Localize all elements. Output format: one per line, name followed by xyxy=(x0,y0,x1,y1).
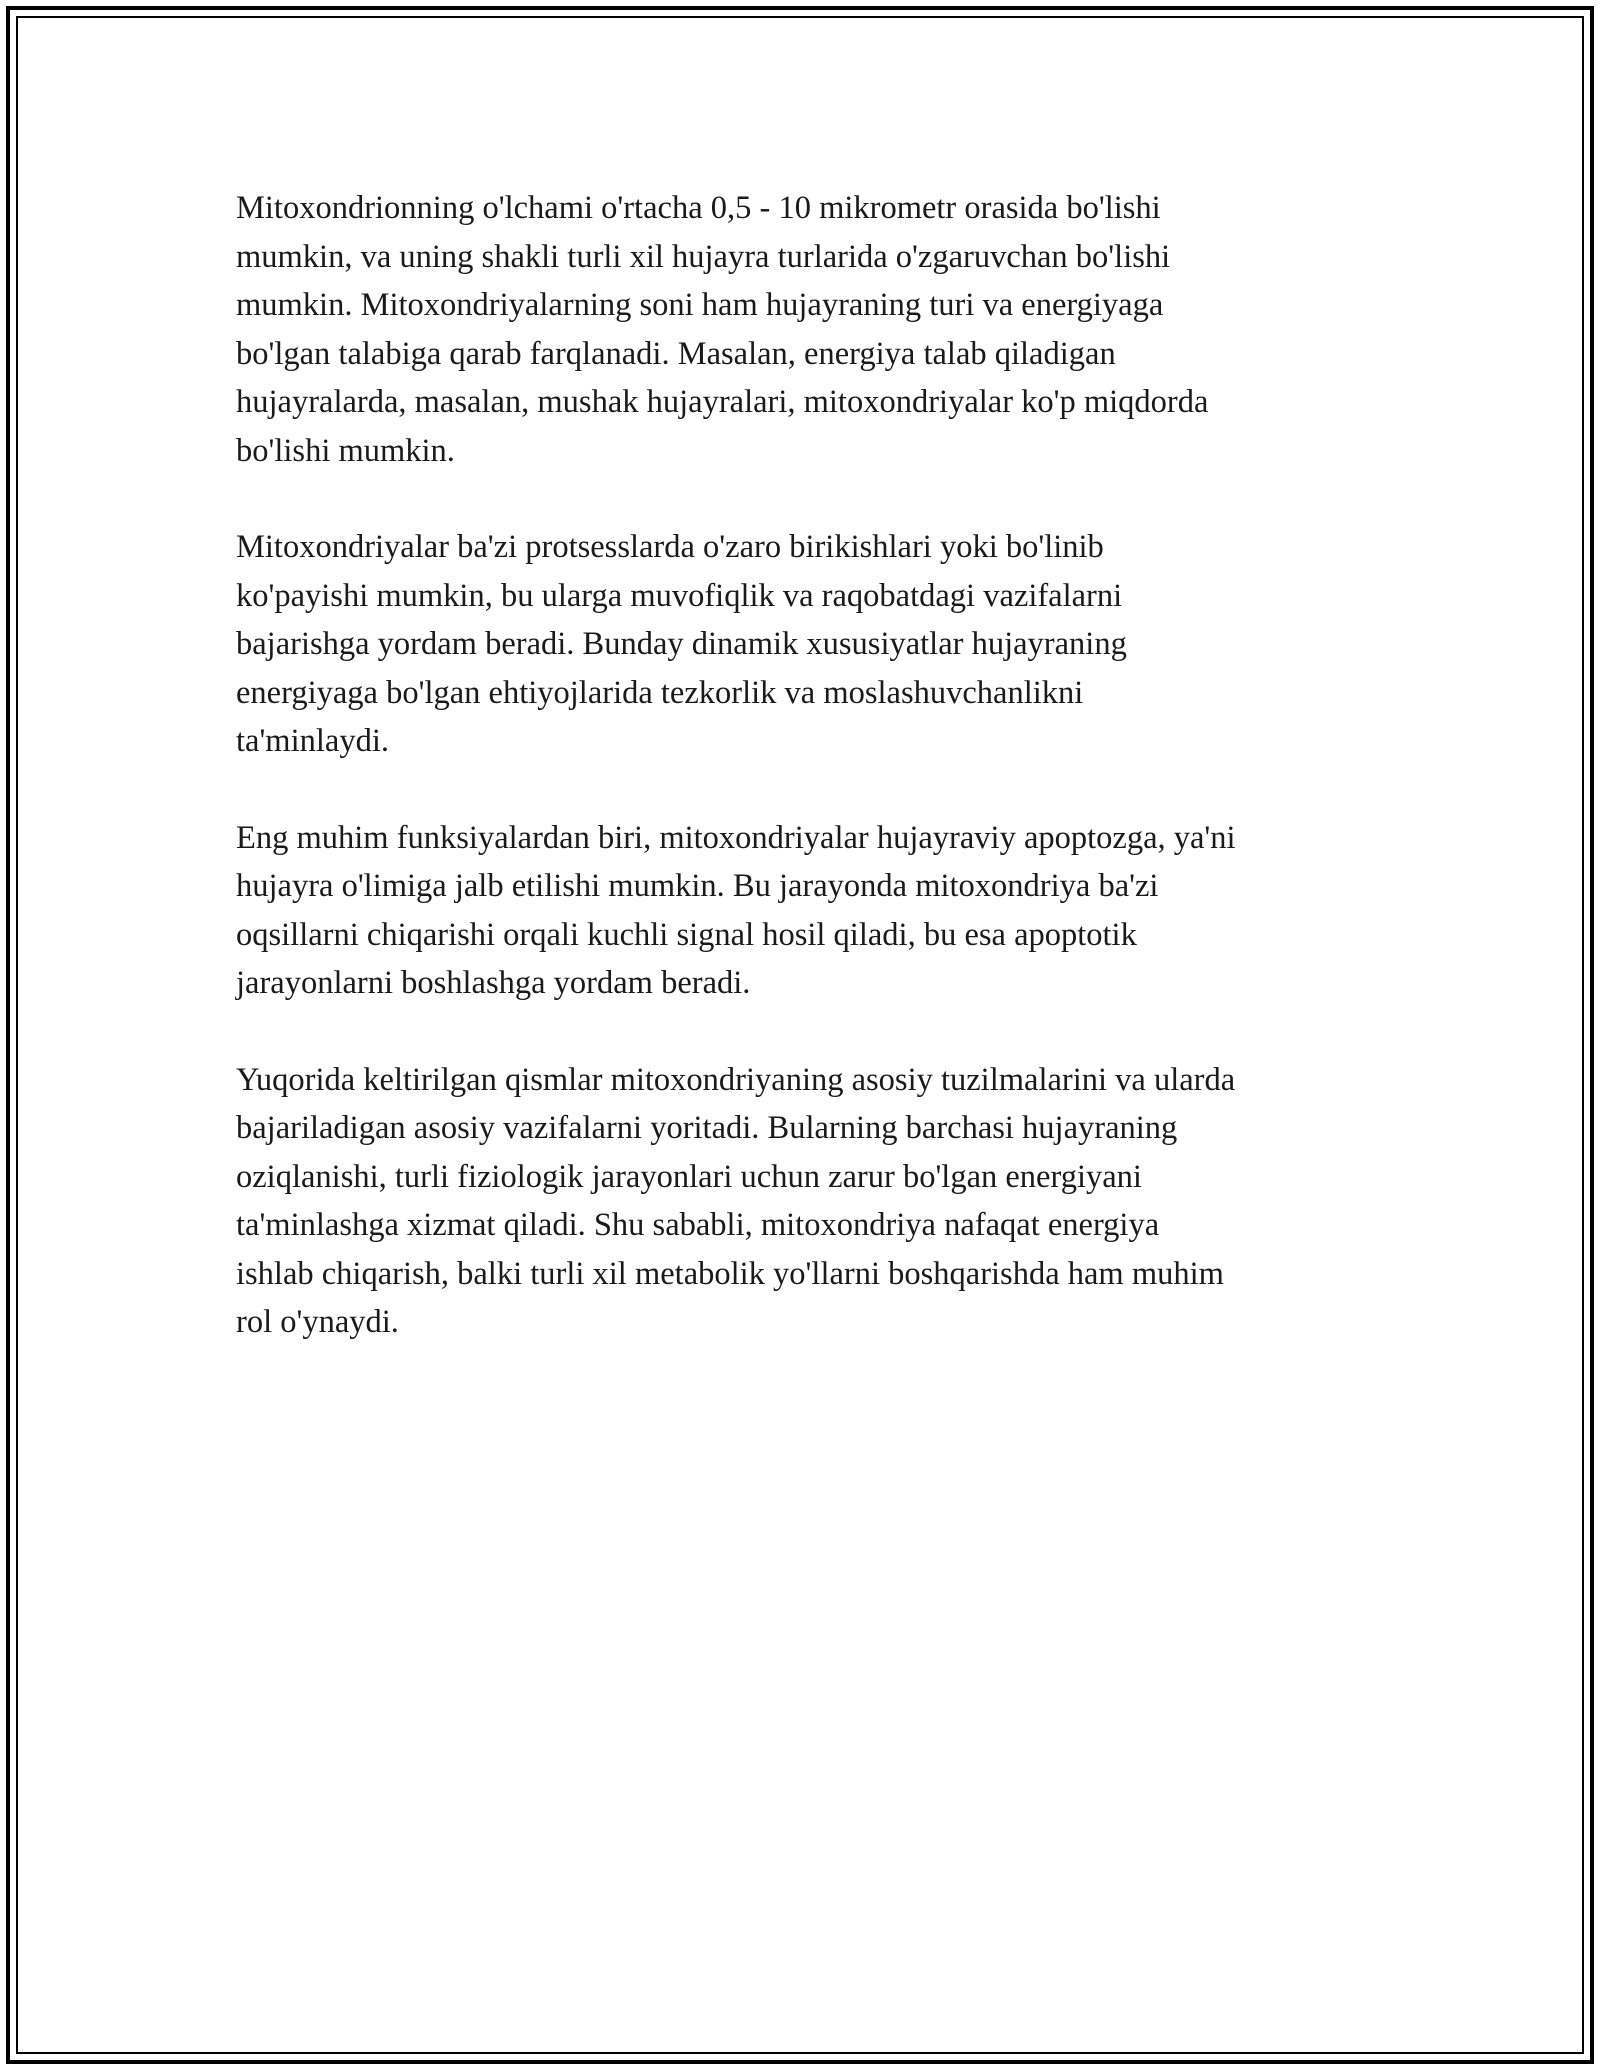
paragraph-4: Yuqorida keltirilgan qismlar mitoxondriyaning asosiy tuzilmalarini va ularda bajariladigan asosiy vazifalarni yoritadi. Bularning barchasi hujayraning oziqlanishi, turli fiziologik jarayonlari uchun zarur bo'lgan energiyani ta'minlashga xizmat qiladi. Shu sababli, mitoxondriya nafaqat energiya ishlab chiqarish, balki turli xil metabolik yo'llarni boshqarishda ham muhim rol o'ynaydi. xyxy=(236,1061,1236,1340)
document-body xyxy=(236,184,1386,1395)
paragraph-2: Mitoxondriyalar ba'zi protsesslarda o'zaro birikishlari yoki bo'linib ko'payishi mumkin, bu ularga muvofiqlik va raqobatdagi vazifalarni bajarishga yordam beradi. Bunday dinamik xususiyatlar hujayraning energiyaga bo'lgan ehtiyojlarida tezkorlik va moslashuvchanlikni ta'minlaydi. xyxy=(236,529,1127,759)
paragraph-3: Eng muhim funksiyalardan biri, mitoxondriyalar hujayraviy apoptozga, ya'ni hujayra o'limiga jalb etilishi mumkin. Bu jarayonda mitoxondriya ba'zi oqsillarni chiqarishi orqali kuchli signal hosil qiladi, bu esa apoptotik jarayonlarni boshlashga yordam beradi. xyxy=(236,819,1236,1001)
paragraph-1: Mitoxondrionning o'lchami o'rtacha 0,5 - 10 mikrometr orasida bo'lishi mumkin, va uning shakli turli xil hujayra turlarida o'zgaruvchan bo'lishi mumkin. Mitoxondriyalarning soni ham hujayraning turi va energiyaga bo'lgan talabiga qarab farqlanadi. Masalan, energiya talab qiladigan hujayralarda, masalan, mushak hujayralari, mitoxondriyalar ko'p miqdorda bo'lishi mumkin. xyxy=(236,190,1209,469)
